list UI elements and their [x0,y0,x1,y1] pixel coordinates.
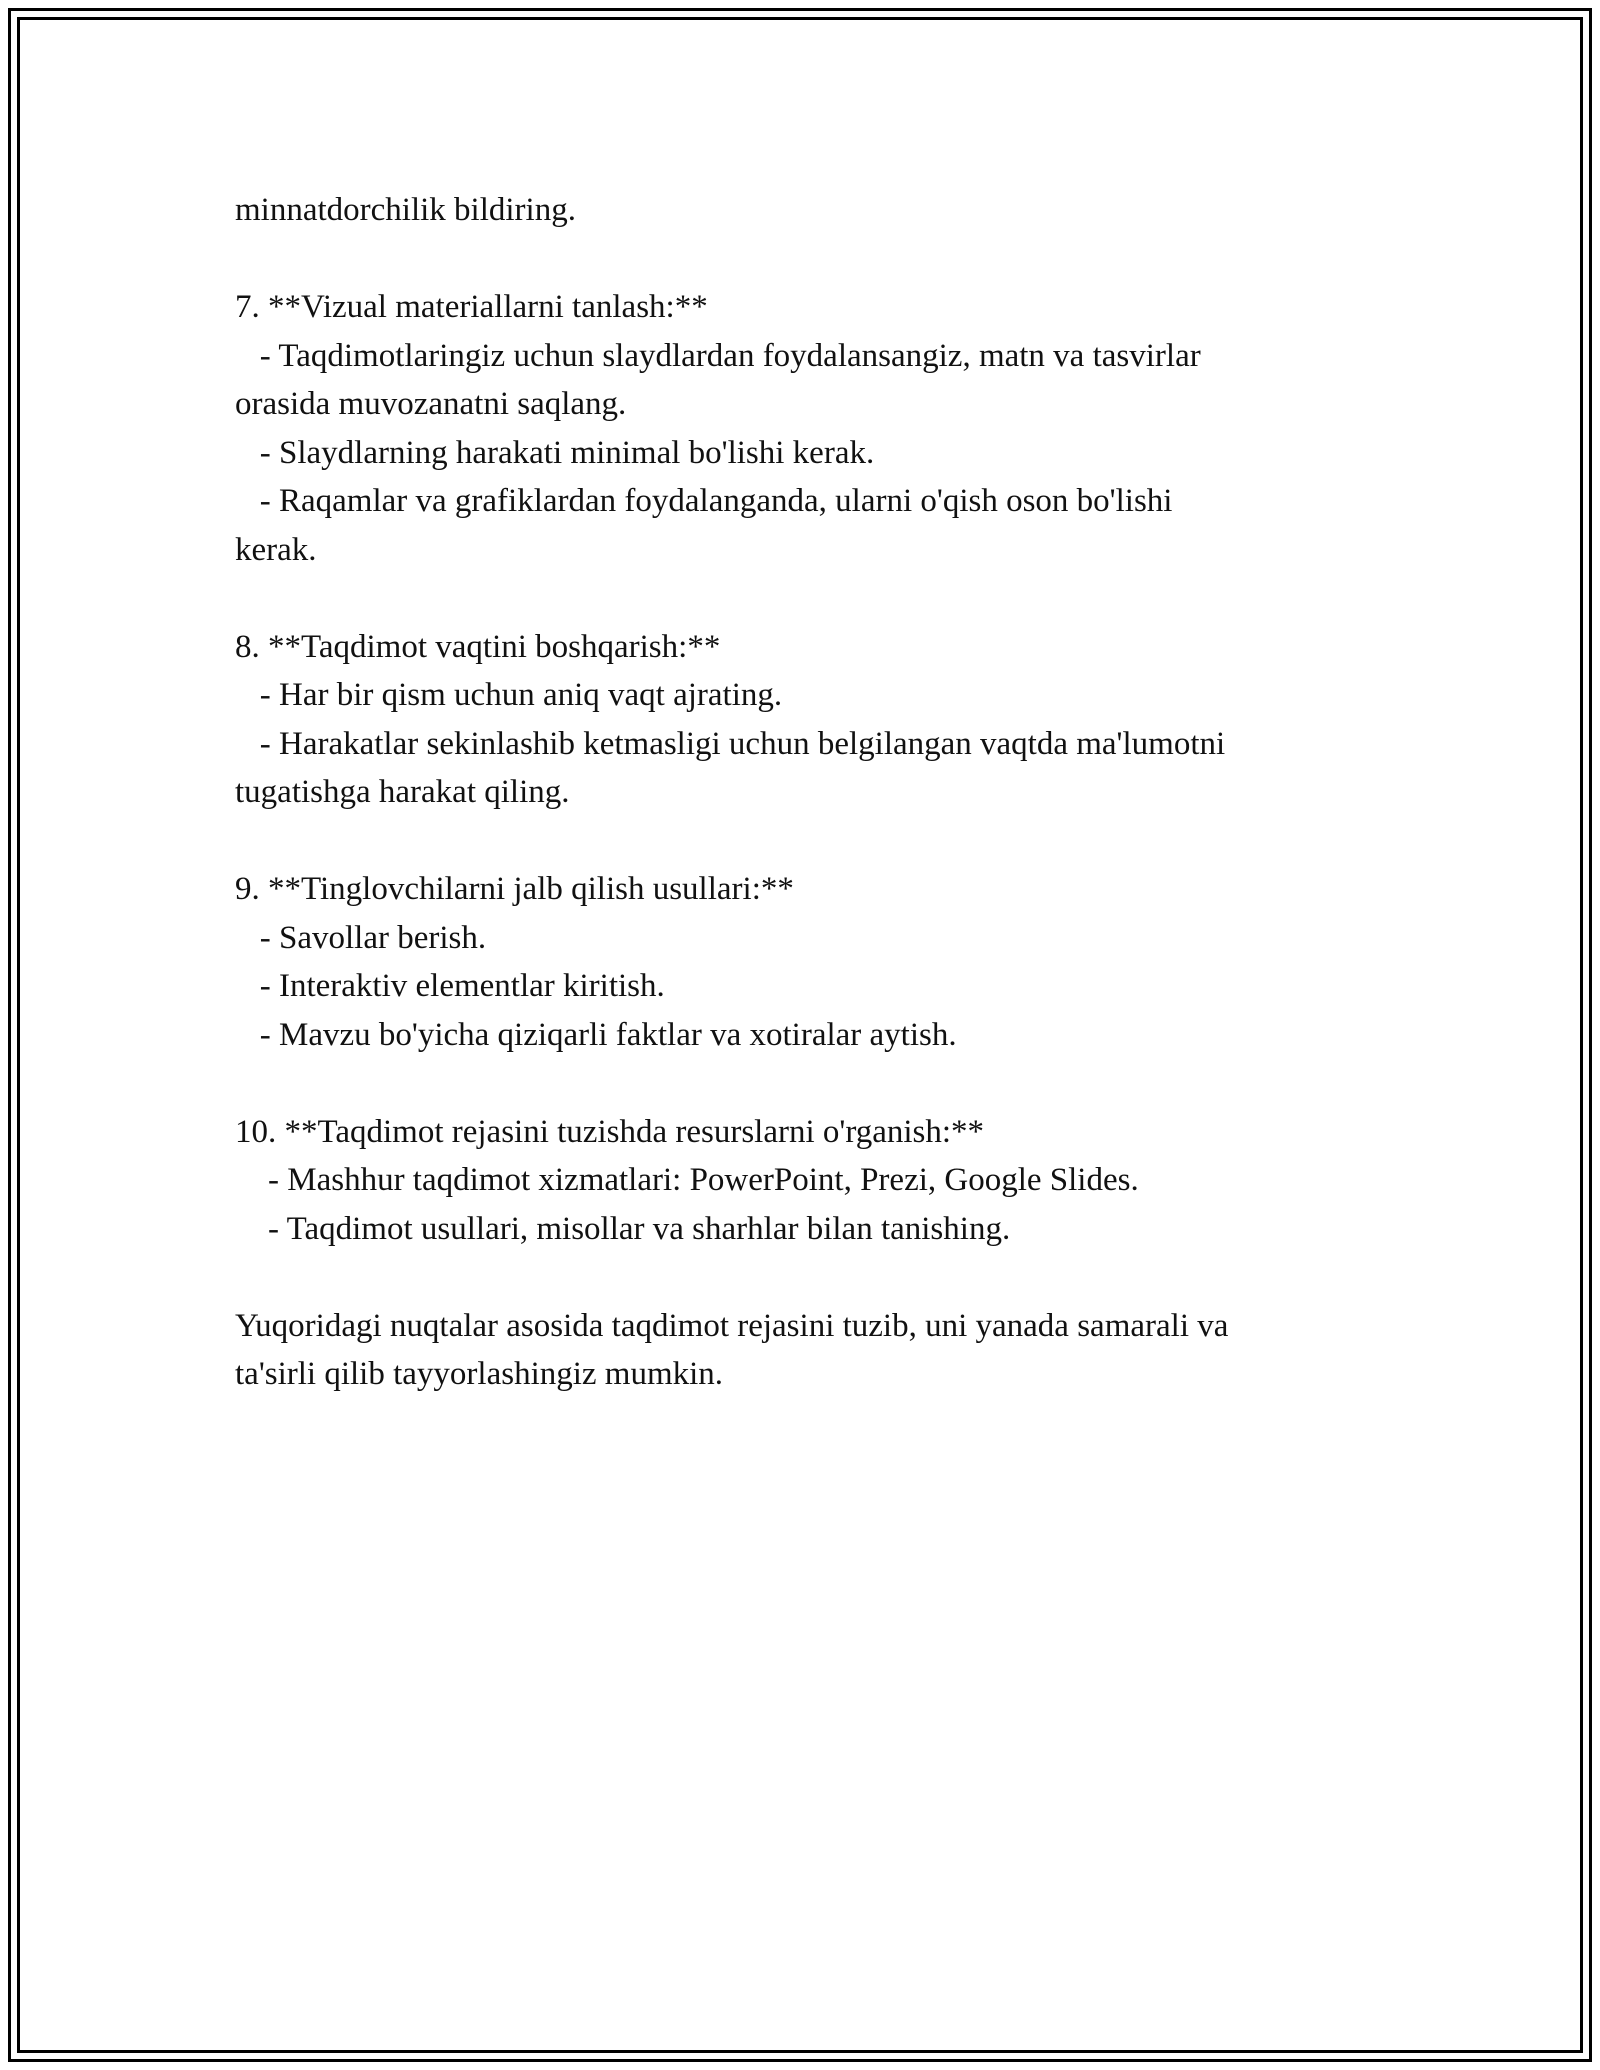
section-8-time-management [235,623,1375,817]
paragraph-closing-fragment [235,186,1375,235]
section-7-visual-materials [235,283,1375,574]
text-line: orasida muvozanatni saqlang. [235,386,627,422]
text-line: minnatdorchilik bildiring. [235,192,576,228]
text-line: - Taqdimot usullari, misollar va sharhlar bilan tanishing. [235,1210,1011,1247]
section-heading: 10. **Taqdimot rejasini tuzishda resurslarni o'rganish:** [235,1113,985,1150]
text-line: ta'sirli qilib tayyorlashingiz mumkin. [235,1356,724,1392]
text-line: - Interaktiv elementlar kiritish. [235,968,665,1004]
text-line: - Savollar berish. [235,919,487,956]
text-line: - Harakatlar sekinlashib ketmasligi uchun belgilangan vaqtda ma'lumotni [235,725,1226,762]
text-line: - Taqdimotlaringiz uchun slaydlardan foydalansangiz, matn va tasvirlar [235,337,1201,374]
text-line: - Har bir qism uchun aniq vaqt ajrating. [235,677,783,713]
section-9-audience-engagement [235,865,1375,1059]
section-heading: 8. **Taqdimot vaqtini boshqarish:** [235,628,721,665]
text-line: - Slaydlarning harakati minimal bo'lishi kerak. [235,434,875,471]
text-line: tugatishga harakat qiling. [235,774,570,810]
text-line: - Raqamlar va grafiklardan foydalanganda, ularni o'qish oson bo'lishi [235,483,1173,519]
section-heading: 7. **Vizual materiallarni tanlash:** [235,289,708,325]
text-line: - Mashhur taqdimot xizmatlari: PowerPoint, Prezi, Google Slides. [235,1162,1139,1198]
paragraph-conclusion [235,1302,1375,1399]
text-line: Yuqoridagi nuqtalar asosida taqdimot rejasini tuzib, uni yanada samarali va [235,1307,1229,1344]
document-body [235,186,1375,1399]
section-10-resources [235,1108,1375,1254]
text-line: - Mavzu bo'yicha qiziqarli faktlar va xotiralar aytish. [235,1016,957,1053]
section-heading: 9. **Tinglovchilarni jalb qilish usullari:** [235,871,794,907]
text-line: kerak. [235,531,317,568]
